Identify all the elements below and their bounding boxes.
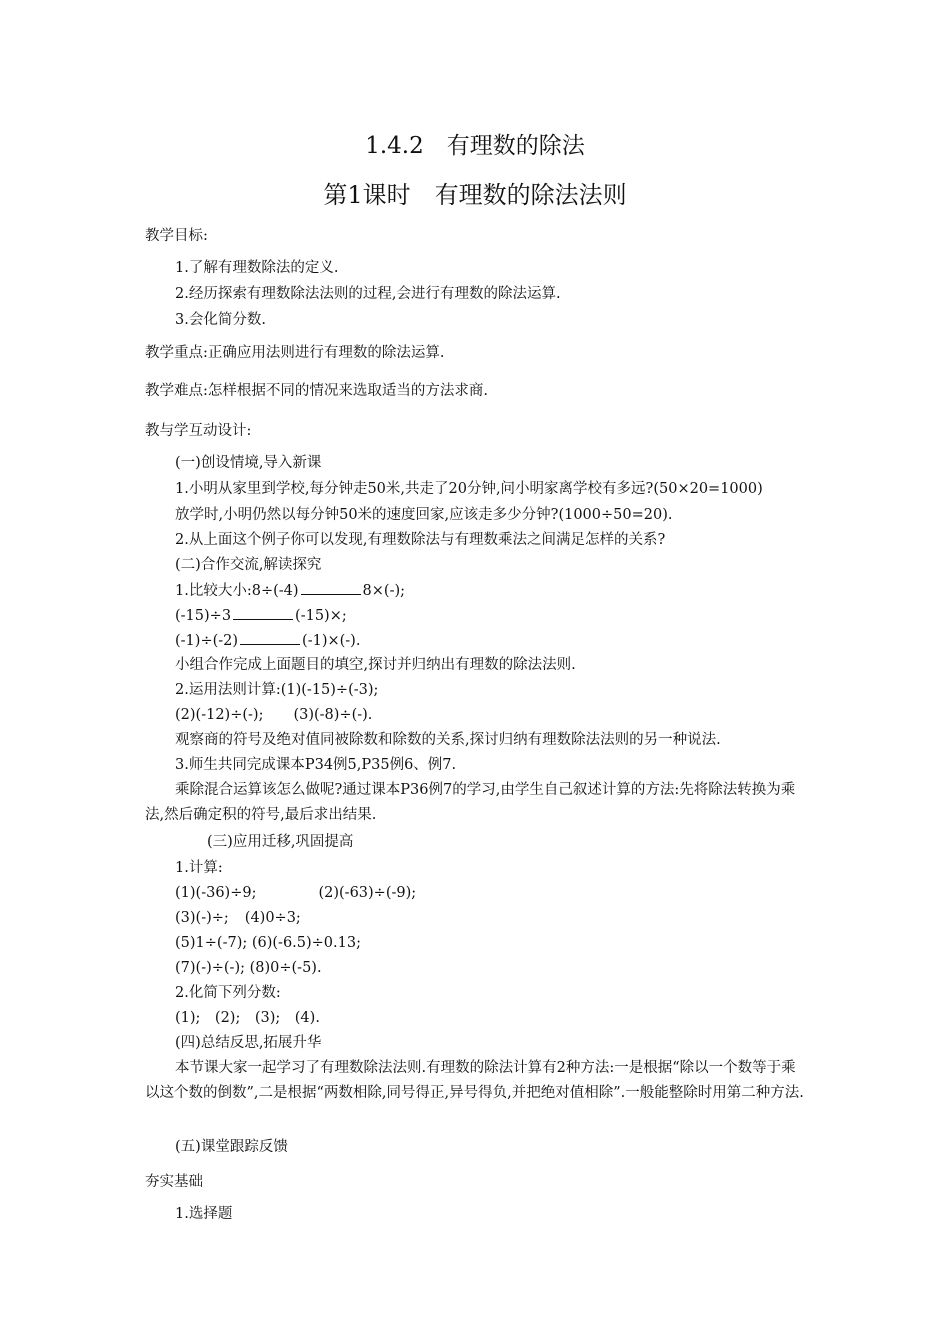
compare-left: (-15)÷3 — [175, 608, 232, 624]
section-heading: (二)合作交流,解读探究 — [175, 557, 322, 573]
compare-right: (-15)×; — [295, 608, 347, 624]
design-heading: 教与学互动设计: — [145, 423, 252, 439]
exercise-row: (7)(-)÷(-); (8)0÷(-5). — [175, 960, 322, 976]
exercise-item: (4)0÷3; — [244, 910, 301, 926]
exercise-row — [175, 883, 416, 903]
exercise-item: (2)(-63)÷(-9); — [318, 885, 417, 901]
compare-line — [175, 630, 360, 651]
answer-blank[interactable] — [233, 605, 293, 620]
observe-line: 观察商的符号及绝对值同被除数和除数的关系,探讨归纳有理数除法法则的另一种说法. — [175, 732, 721, 748]
exercise-row: (5)1÷(-7); (6)(-6.5)÷0.13; — [175, 935, 361, 951]
answer-blank[interactable] — [240, 630, 300, 645]
example-line: 3.师生共同完成课本P34例5,P35例6、例7. — [175, 757, 457, 773]
section-heading: (一)创设情境,导入新课 — [175, 455, 322, 471]
mixed-paragraph: 乘除混合运算该怎么做呢?通过课本P36例7的学习,由学生自己叙述计算的方法:先将除法转换为乘法,然后确定积的符号,最后求出结果. — [145, 782, 796, 823]
summary-paragraph: 本节课大家一起学习了有理数除法法则.有理数的除法计算有2种方法:一是根据“除以一个数等于乘以这个数的倒数”,二是根据“两数相除,同号得正,异号得负,并把绝对值相除”.一般能整除时用第二种方法. — [145, 1060, 804, 1101]
objective-item: 1.了解有理数除法的定义. — [175, 260, 339, 276]
question-line: 放学时,小明仍然以每分钟50米的速度回家,应该走多少分钟?(1000÷50=20). — [175, 507, 673, 523]
compare-right: (-1)×(-). — [302, 633, 361, 649]
lesson-title: 1.4.2 有理数的除法 — [365, 133, 585, 159]
section-heading: (四)总结反思,拓展升华 — [175, 1035, 322, 1051]
compare-right: 8×(-); — [362, 583, 406, 599]
compare-left: (-1)÷(-2) — [175, 633, 239, 649]
exercise-row — [175, 908, 301, 928]
question-line: 2.从上面这个例子你可以发现,有理数除法与有理数乘法之间满足怎样的关系? — [175, 532, 666, 548]
section-heading: (三)应用迁移,巩固提高 — [207, 834, 354, 850]
objectives-heading: 教学目标: — [145, 228, 208, 244]
difficulty: 教学难点:怎样根据不同的情况来选取适当的方法求商. — [145, 383, 488, 399]
calc-item: (3)(-8)÷(-). — [293, 707, 373, 723]
choice-heading: 1.选择题 — [175, 1206, 233, 1222]
answer-blank[interactable] — [301, 580, 361, 595]
compare-left: 1.比较大小:8÷(-4) — [175, 583, 299, 599]
section-heading: (五)课堂跟踪反馈 — [175, 1139, 288, 1155]
key-point: 教学重点:正确应用法则进行有理数的除法运算. — [145, 345, 445, 361]
note-line: 小组合作完成上面题目的填空,探讨并归纳出有理数的除法法则. — [175, 657, 576, 673]
question-line: 1.小明从家里到学校,每分钟走50米,共走了20分钟,问小明家离学校有多远?(50×20=1000) — [175, 481, 763, 497]
exercise-heading: 2.化简下列分数: — [175, 985, 281, 1001]
exercise-row: (1); (2); (3); (4). — [175, 1010, 320, 1026]
objective-item: 3.会化简分数. — [175, 312, 266, 328]
foundation-heading: 夯实基础 — [145, 1174, 203, 1190]
calc-line — [175, 705, 372, 725]
exercise-item: (1)(-36)÷9; — [175, 885, 257, 901]
exercise-item: (3)(-)÷; — [175, 910, 229, 926]
calc-item: (2)(-12)÷(-); — [175, 707, 264, 723]
objective-item: 2.经历探索有理数除法法则的过程,会进行有理数的除法运算. — [175, 286, 561, 302]
lesson-subtitle: 第1课时 有理数的除法法则 — [323, 181, 627, 209]
calc-line: 2.运用法则计算:(1)(-15)÷(-3); — [175, 682, 379, 698]
compare-line — [175, 580, 405, 601]
compare-line — [175, 605, 347, 626]
exercise-heading: 1.计算: — [175, 860, 223, 876]
